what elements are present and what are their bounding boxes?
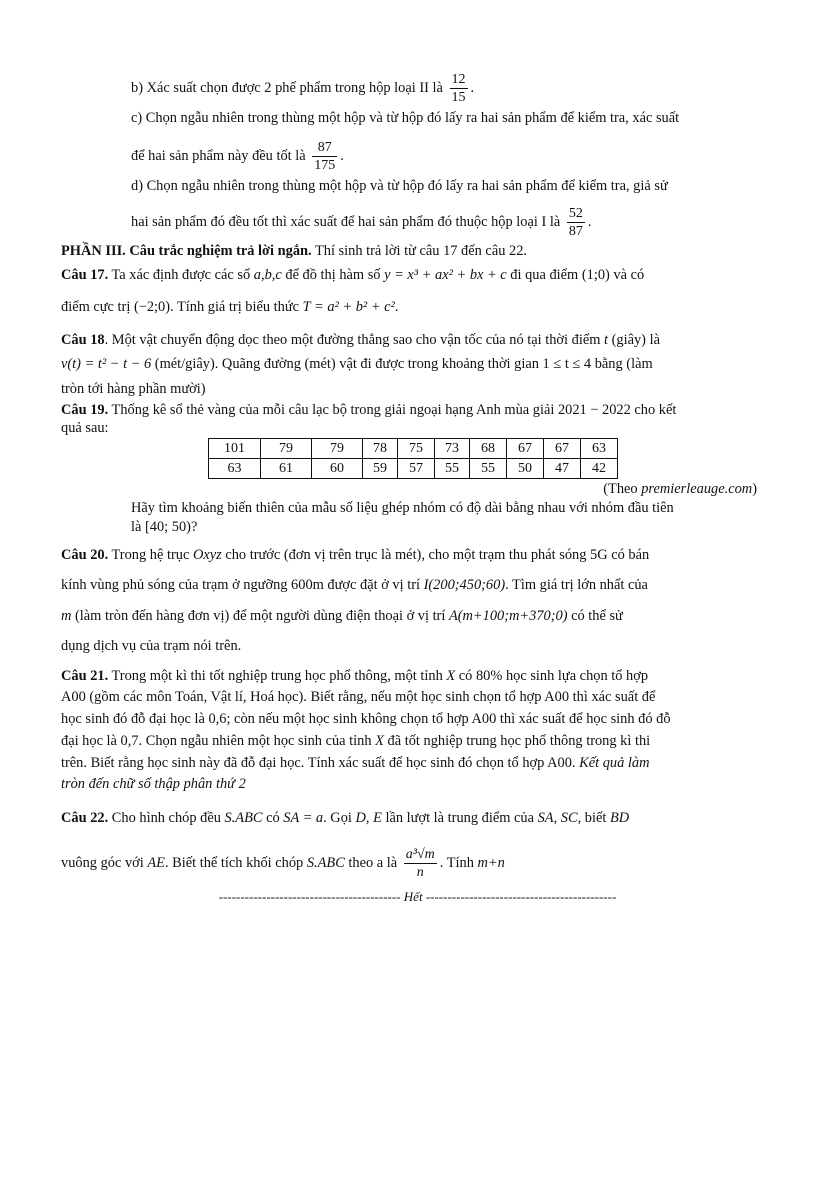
text: . Tính (439, 854, 478, 871)
end-line (160, 889, 675, 905)
question-21-line6: tròn đến chữ số thập phân thứ 2 (61, 776, 246, 792)
math: t (604, 332, 609, 348)
math: a,b,c (253, 267, 282, 283)
question-19-label: Câu 19. (61, 402, 109, 418)
question-19-line2: quả sau: (61, 420, 109, 436)
table-row (209, 459, 618, 479)
dash-rule-right: -------------------------------------------- (422, 889, 617, 904)
question-18-line3: tròn tới hàng phần mười) (61, 381, 206, 397)
text: trên. Biết rằng học sinh này đã đỗ đại học. Tính xác suất để học sinh đó chọn tổ hợp A00. (61, 755, 580, 771)
item-c-end: . (340, 147, 344, 164)
text: . Tìm giá trị lớn nhất của (505, 577, 648, 593)
table-cell: 101 (209, 439, 261, 459)
math: SA, SC (537, 810, 578, 826)
question-20-line1 (61, 546, 649, 564)
text: có (262, 810, 284, 826)
math: BD (609, 810, 630, 826)
question-20-line3 (61, 607, 623, 625)
text: . (394, 299, 399, 315)
text: để đồ thị hàm số (281, 267, 385, 283)
math: (−2;0) (133, 299, 171, 315)
math: D, E (355, 810, 382, 826)
yellow-card-table (208, 438, 618, 479)
text: . Biết thể tích khối chóp (164, 854, 307, 871)
fraction-denominator: 175 (314, 158, 336, 173)
part3-heading (61, 242, 527, 260)
table-cell: 47 (544, 459, 581, 479)
math: I(200;450;60) (423, 577, 506, 593)
table-cell: 55 (470, 459, 507, 479)
question-17-label: Câu 17. (61, 267, 109, 283)
text: Ta xác định được các số (108, 267, 254, 283)
item-d-line1: d) Chọn ngẫu nhiên trong thùng một hộp và từ hộp đó lấy ra hai sản phẩm để kiểm tra, giả sử (131, 178, 668, 194)
math: v(t) = t² − t − 6 (61, 356, 152, 372)
item-d-end: . (587, 213, 592, 230)
table-cell: 55 (435, 459, 470, 479)
text: (mét/giây). Quãng đường (mét) vật đi được trong khoảng thời gian (151, 356, 543, 372)
math: (1;0) (581, 267, 610, 283)
text: Trong hệ trục (108, 547, 193, 563)
table-cell: 50 (507, 459, 544, 479)
question-20-line2 (61, 576, 648, 594)
math: Oxyz (192, 547, 222, 563)
fraction-denominator: 87 (568, 224, 583, 239)
question-21-line1 (61, 667, 648, 685)
table-cell: 57 (398, 459, 435, 479)
math: AE (147, 854, 165, 871)
table-cell: 61 (261, 459, 312, 479)
text: đã tốt nghiệp trung học phổ thông trong kì thi (383, 733, 651, 749)
fraction-denominator: n (416, 865, 424, 880)
text: Trong một kì thi tốt nghiệp trung học phổ thông, một tỉnh (108, 668, 447, 684)
text: có thể sử (567, 608, 623, 624)
fraction-denominator: 15 (451, 90, 466, 105)
item-d-line2 (131, 205, 591, 240)
math: SA = a (283, 810, 324, 826)
question-20-line4: dụng dịch vụ của trạm nói trên. (61, 638, 242, 654)
table-cell: 67 (544, 439, 581, 459)
fraction-numerator: a³√m (405, 847, 435, 862)
table-cell: 67 (507, 439, 544, 459)
text: cho kết (630, 402, 677, 418)
text: cho trước (đơn vị trên trục là mét), cho một trạm thu phát sóng 5G có bán (221, 547, 650, 563)
text: (giây) là (608, 332, 660, 348)
item-b-end: . (470, 79, 475, 96)
text: theo a là (344, 854, 398, 871)
question-21-line3: học sinh đó đỗ đại học là 0,6; còn nếu một học sinh không chọn tổ hợp A00 thì xác suất để học sinh đó đỗ (61, 711, 671, 727)
table-cell: 63 (209, 459, 261, 479)
text: điểm cực trị (61, 299, 134, 315)
item-b (131, 71, 474, 106)
item-c-fraction (312, 139, 337, 174)
question-18-label: Câu 18 (61, 332, 105, 348)
fraction-numerator: 87 (312, 139, 337, 157)
question-19-line4: là [40; 50)? (131, 519, 198, 535)
part3-title: PHẦN III. Câu trắc nghiệm trả lời ngắn. (61, 243, 312, 259)
question-22-line1 (61, 809, 629, 827)
math: 2021 − 2022 (557, 402, 631, 418)
volume-fraction (404, 846, 437, 881)
question-17-line2 (61, 298, 398, 316)
item-b-fraction (450, 71, 468, 106)
text: Cho hình chóp đều (108, 810, 225, 826)
text: lần lượt là trung điểm của (381, 810, 538, 826)
text: vuông góc với (61, 854, 148, 871)
text: ) (752, 481, 757, 497)
text: . Tính giá trị biểu thức (170, 299, 303, 315)
table-cell: 42 (581, 459, 618, 479)
part3-desc: Thí sinh trả lời từ câu 17 đến câu 22. (311, 243, 527, 259)
table-cell: 75 (398, 439, 435, 459)
text: . Một vật chuyển động dọc theo một đường thẳng sao cho vận tốc của nó tại thời điểm (104, 332, 605, 348)
math: X (375, 733, 384, 749)
item-c-text: để hai sản phẩm này đều tốt là (131, 147, 306, 164)
math: m (61, 608, 72, 624)
item-c-line2 (131, 139, 344, 174)
question-22-line2 (61, 846, 505, 881)
table-cell: 60 (312, 459, 363, 479)
math: S.ABC (224, 810, 263, 826)
text: (Theo (603, 481, 642, 497)
table-cell: 73 (435, 439, 470, 459)
question-19-line3: Hãy tìm khoảng biến thiên của mẫu số liệu ghép nhóm có độ dài bằng nhau với nhóm đầu tiên (131, 500, 674, 516)
fraction-numerator: 52 (568, 206, 583, 221)
question-18-line1 (61, 331, 660, 349)
source-name: premierleauge.com (641, 481, 753, 497)
item-d-fraction (567, 205, 585, 240)
text: . Gọi (323, 810, 356, 826)
question-18-line2 (61, 355, 653, 373)
text: và có (609, 267, 645, 283)
table-cell: 68 (470, 439, 507, 459)
text: đi qua điểm (506, 267, 582, 283)
item-b-text: b) Xác suất chọn được 2 phế phẩm trong hộp loại II là (131, 79, 443, 96)
table-cell: 78 (363, 439, 398, 459)
math: y = x³ + ax² + bx + c (384, 267, 507, 283)
table-source (603, 480, 757, 498)
math: m+n (477, 854, 505, 871)
question-19-line1 (61, 401, 676, 419)
text: kính vùng phủ sóng của trạm ở ngưỡng 600m được đặt ở vị trí (61, 577, 424, 593)
table-cell: 63 (581, 439, 618, 459)
math: A(m+100;m+370;0) (448, 608, 568, 624)
question-21-line2: A00 (gồm các môn Toán, Vật lí, Hoá học). Biết rằng, nếu một học sinh chọn tổ hợp A00 thì xác suất để (61, 689, 656, 705)
math: S.ABC (306, 854, 345, 871)
fraction-numerator: 12 (451, 72, 466, 87)
math: X (446, 668, 456, 684)
table-cell: 59 (363, 459, 398, 479)
math: 1 ≤ t ≤ 4 (542, 356, 592, 372)
text: (làm tròn đến hàng đơn vị) để một người dùng điện thoại ở vị trí (71, 608, 449, 624)
math: T = a² + b² + c² (302, 299, 395, 315)
question-21-line4 (61, 732, 650, 750)
question-17-line1 (61, 266, 644, 284)
question-20-label: Câu 20. (61, 547, 109, 563)
question-22-label: Câu 22. (61, 810, 109, 826)
table-cell: 79 (312, 439, 363, 459)
table-row (209, 439, 618, 459)
text: bằng (làm (591, 356, 653, 372)
text: có 80% học sinh lựa chọn tổ hợp (455, 668, 649, 684)
question-21-line5 (61, 754, 649, 772)
question-21-label: Câu 21. (61, 668, 109, 684)
end-word: Hết (403, 889, 423, 904)
item-d-text: hai sản phẩm đó đều tốt thì xác suất để hai sản phẩm đó thuộc hộp loại I là (131, 213, 561, 230)
text: đại học là 0,7. Chọn ngẫu nhiên một học sinh của tỉnh (61, 733, 376, 749)
item-c-line1: c) Chọn ngẫu nhiên trong thùng một hộp và từ hộp đó lấy ra hai sản phẩm để kiểm tra, xác suất (131, 110, 680, 126)
italic-note: Kết quả làm (579, 755, 650, 771)
text: , biết (577, 810, 610, 826)
table-cell: 79 (261, 439, 312, 459)
text: Thống kê số thẻ vàng của mỗi câu lạc bộ trong giải ngoại hạng Anh mùa giải (108, 402, 558, 418)
dash-rule-left: ------------------------------------------ (218, 889, 404, 904)
